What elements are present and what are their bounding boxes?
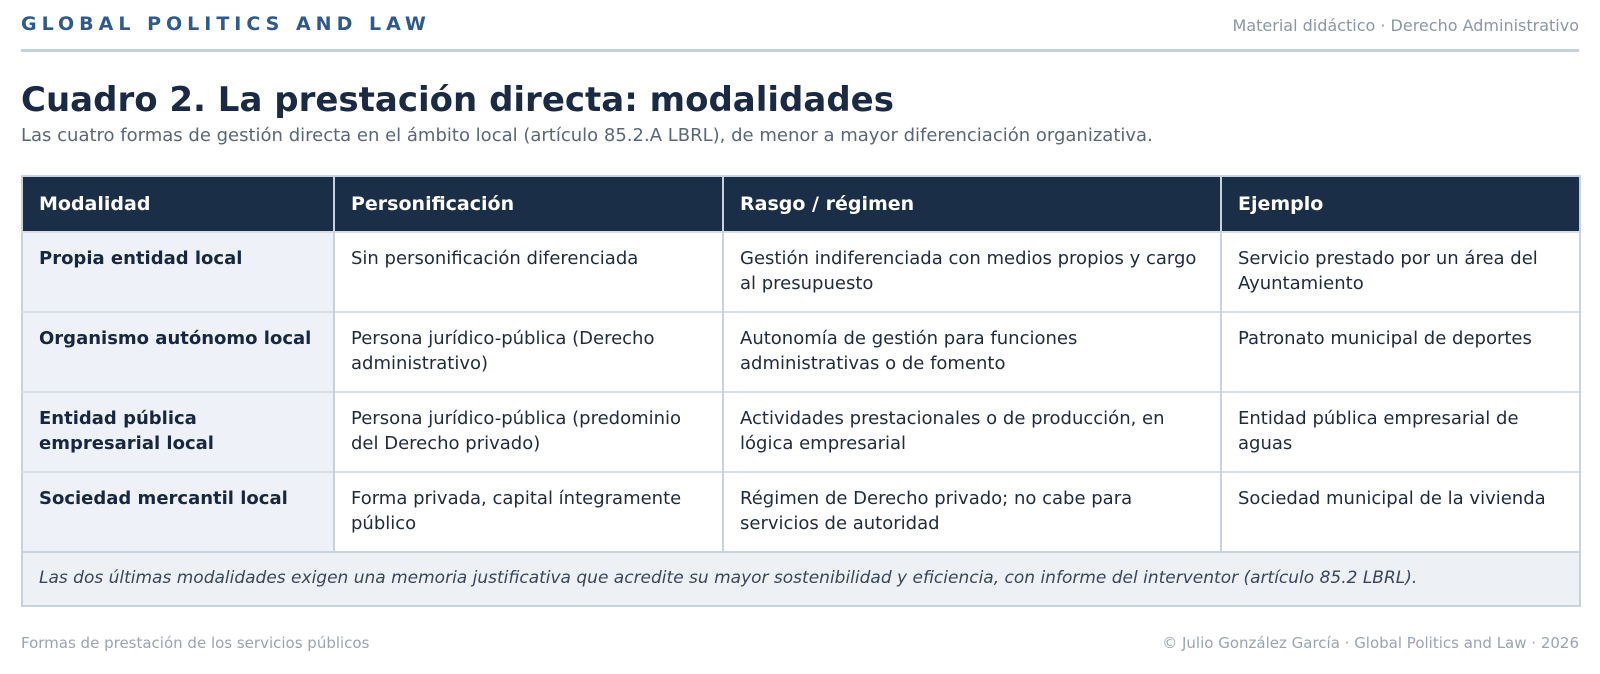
column-header-modalidad: Modalidad	[22, 176, 334, 232]
table-note: Las dos últimas modalidades exigen una memoria justificativa que acredite su mayor sostenibilidad y eficiencia, con informe del interventor (artículo 85.2 LBRL).	[22, 552, 1580, 606]
footer-right: © Julio González García · Global Politics and Law · 2026	[1162, 634, 1579, 652]
cell-rasgo: Gestión indiferenciada con medios propios y cargo al presupuesto	[723, 232, 1221, 312]
cell-personificacion: Persona jurídico-pública (predominio del Derecho privado)	[334, 392, 723, 472]
table-row	[22, 232, 1580, 312]
footer-left: Formas de prestación de los servicios públicos	[21, 634, 370, 652]
cell-modalidad: Organismo autónomo local	[22, 312, 334, 392]
table-row	[22, 312, 1580, 392]
modalities-table	[21, 175, 1581, 607]
cell-ejemplo: Patronato municipal de deportes	[1221, 312, 1580, 392]
cell-ejemplo: Sociedad municipal de la vivienda	[1221, 472, 1580, 552]
cell-modalidad: Propia entidad local	[22, 232, 334, 312]
top-bar	[21, 0, 1579, 52]
cell-personificacion: Persona jurídico-pública (Derecho administrativo)	[334, 312, 723, 392]
page-title: Cuadro 2. La prestación directa: modalidades	[21, 80, 894, 120]
cell-rasgo: Actividades prestacionales o de producción, en lógica empresarial	[723, 392, 1221, 472]
footer	[21, 634, 1579, 652]
column-header-rasgo: Rasgo / régimen	[723, 176, 1221, 232]
cell-modalidad: Entidad pública empresarial local	[22, 392, 334, 472]
table-header-row	[22, 176, 1580, 232]
cell-personificacion: Forma privada, capital íntegramente público	[334, 472, 723, 552]
column-header-personificacion: Personificación	[334, 176, 723, 232]
course-label: Material didáctico · Derecho Administrativo	[1232, 16, 1579, 35]
cell-personificacion: Sin personificación diferenciada	[334, 232, 723, 312]
cell-rasgo: Autonomía de gestión para funciones administrativas o de fomento	[723, 312, 1221, 392]
table-row	[22, 472, 1580, 552]
cell-modalidad: Sociedad mercantil local	[22, 472, 334, 552]
table-row	[22, 392, 1580, 472]
cell-ejemplo: Servicio prestado por un área del Ayuntamiento	[1221, 232, 1580, 312]
column-header-ejemplo: Ejemplo	[1221, 176, 1580, 232]
cell-rasgo: Régimen de Derecho privado; no cabe para servicios de autoridad	[723, 472, 1221, 552]
cell-ejemplo: Entidad pública empresarial de aguas	[1221, 392, 1580, 472]
brand-title: GLOBAL POLITICS AND LAW	[21, 13, 431, 35]
page-subtitle: Las cuatro formas de gestión directa en el ámbito local (artículo 85.2.A LBRL), de menor a mayor diferenciación organizativa.	[21, 125, 1153, 146]
table-note-row	[22, 552, 1580, 606]
